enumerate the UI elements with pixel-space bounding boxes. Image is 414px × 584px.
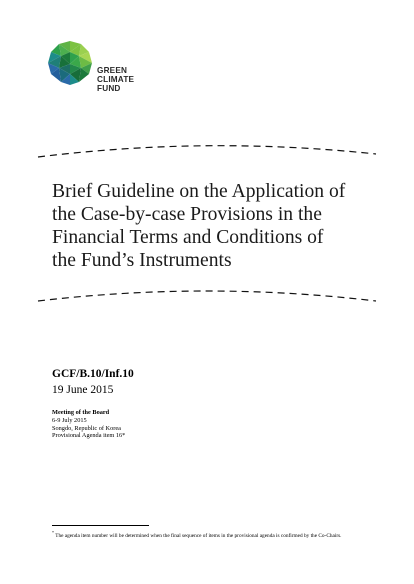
title-line-3: Financial Terms and Conditions of xyxy=(52,227,324,248)
meeting-dates: 6-9 July 2015 xyxy=(52,416,87,424)
meeting-info xyxy=(52,409,125,440)
logo-line-climate: CLIMATE xyxy=(97,75,135,84)
document-date: 19 June 2015 xyxy=(52,384,114,396)
meeting-agenda: Provisional Agenda item 16* xyxy=(52,432,126,440)
footnote xyxy=(52,529,372,540)
document-reference: GCF/B.10/Inf.10 xyxy=(52,368,134,380)
footnote-text: The agenda item number will be determined when the final sequence of items in the provisional agenda is confirmed by the Co-Chairs. xyxy=(55,532,342,539)
footnote-marker: * xyxy=(52,530,54,535)
logo-line-green: GREEN xyxy=(97,66,128,75)
logo-line-fund: FUND xyxy=(97,84,121,93)
bottom-dashed-arc xyxy=(0,287,414,307)
document-title xyxy=(52,180,402,272)
gcf-logo xyxy=(47,40,151,98)
footnote-separator xyxy=(52,525,149,526)
meeting-location: Songdo, Republic of Korea xyxy=(52,424,121,432)
title-line-4: the Fund’s Instruments xyxy=(52,250,232,271)
title-line-1: Brief Guideline on the Application of xyxy=(52,181,346,202)
title-line-2: the Case-by-case Provisions in the xyxy=(52,204,322,225)
top-dashed-arc xyxy=(0,142,414,162)
globe-icon xyxy=(47,40,93,86)
logo-wordmark xyxy=(97,66,134,93)
meeting-heading: Meeting of the Board xyxy=(52,409,110,416)
